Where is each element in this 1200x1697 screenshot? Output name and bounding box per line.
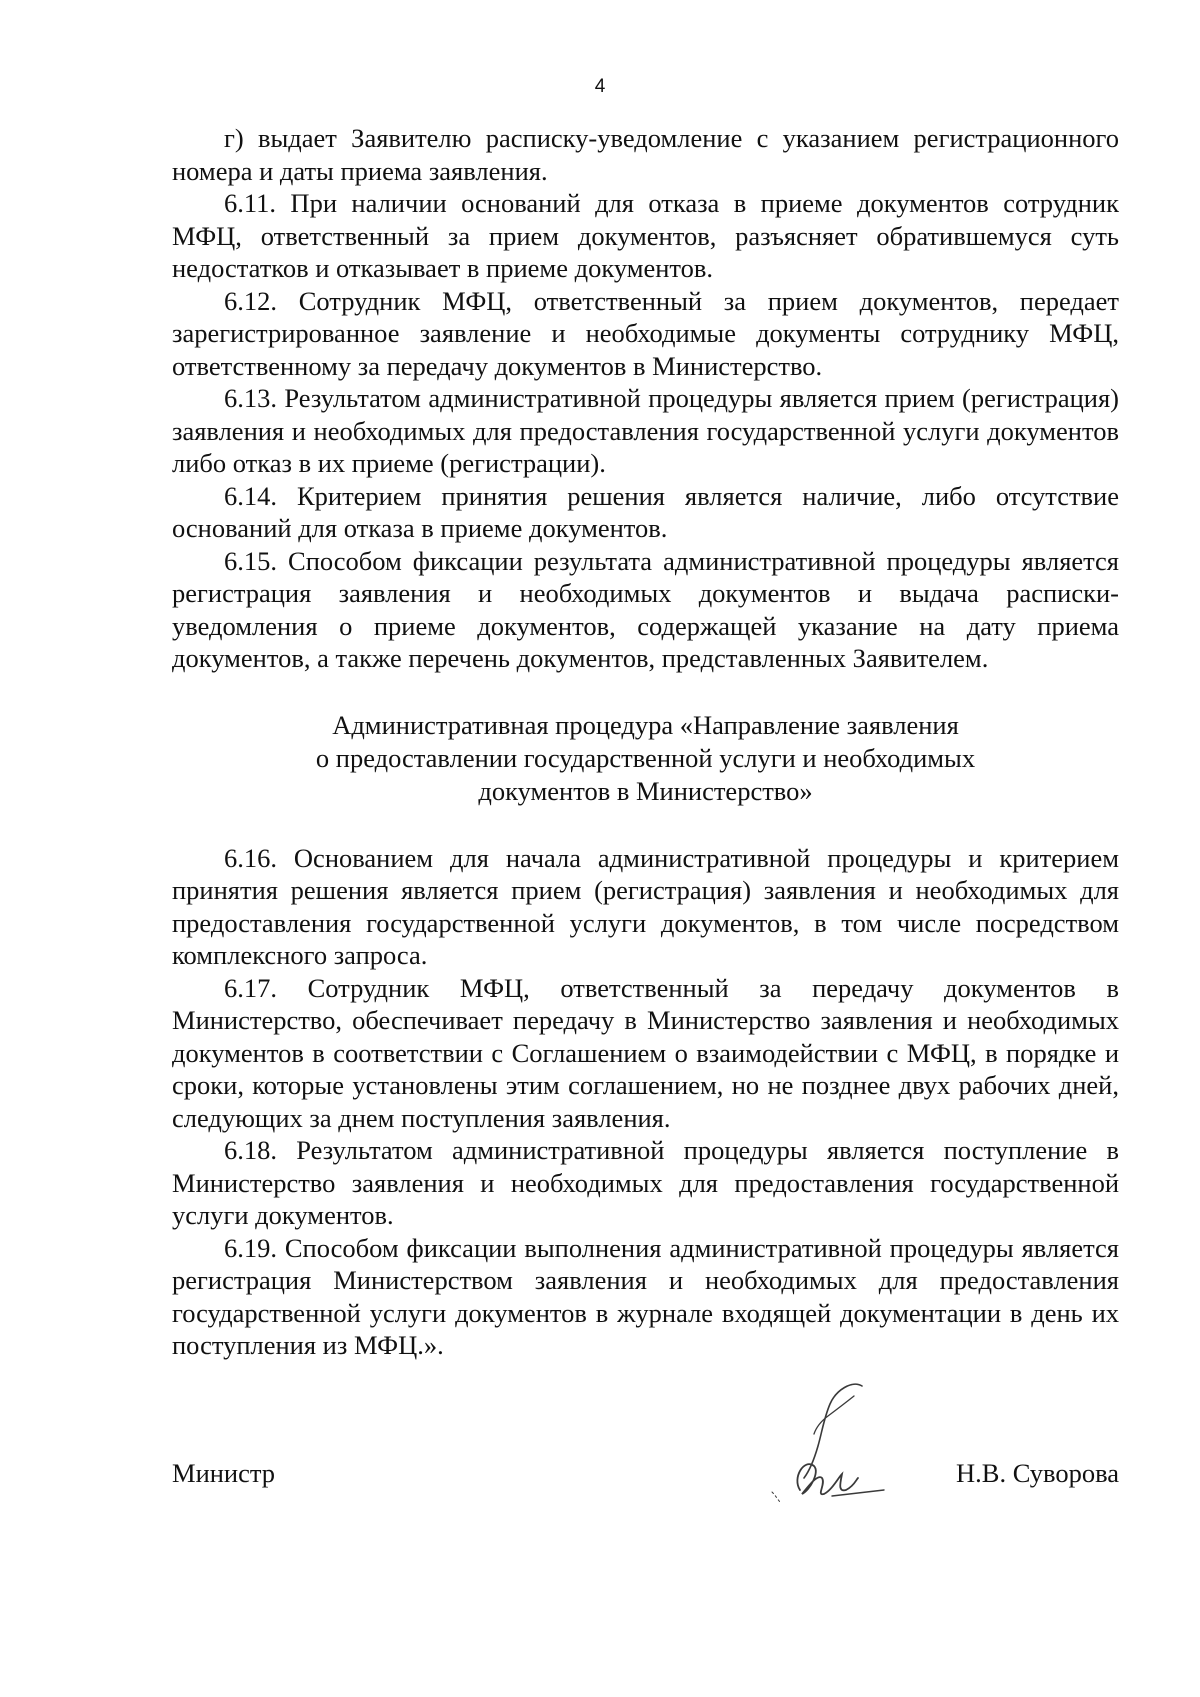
paragraph-6-13: 6.13. Результатом административной процедуры является прием (регистрация) заявления и необходимых для предоставления государственной услуги документов либо отказ в их приеме (регистрации). (172, 383, 1119, 478)
paragraph-6-11: 6.11. При наличии оснований для отказа в приеме документов сотрудник МФЦ, ответственный за прием документов, разъясняет обратившемуся суть недостатков и отказывает в приеме документов. (172, 188, 1119, 283)
handwritten-signature-icon (744, 1374, 924, 1534)
section-heading-line-2: о предоставлении государственной услуги и необходимых (315, 742, 976, 773)
signature-block (172, 1432, 1119, 1592)
paragraph-6-15: 6.15. Способом фиксации результата административной процедуры является регистрация заявления и необходимых документов и выдача расписки-уведомления о приеме документов, содержащей указание на дату приема документов, а также перечень документов, представленных Заявителем. (172, 545, 1119, 673)
signatory-name: Н.В. Суворова (956, 1458, 1119, 1488)
paragraph-6-17: 6.17. Сотрудник МФЦ, ответственный за передачу документов в Министерство, обеспечивает передачу в Министерство заявления и необходимых документов в соответствии с Соглашением о взаимодействии с МФЦ, в порядке и сроки, которые установлены этим соглашением, но не позднее двух рабочих дней, следующих за днем поступления заявления. (172, 972, 1119, 1133)
section-heading-line-3: документов в Министерство» (478, 775, 813, 806)
section-heading-line-1: Административная процедура «Направление заявления (332, 709, 959, 740)
paragraph-item-g: г) выдает Заявителю расписку-уведомление с указанием регистрационного номера и даты приема заявления. (172, 123, 1119, 186)
paragraph-6-16: 6.16. Основанием для начала административной процедуры и критерием принятия решения является прием (регистрация) заявления и необходимых для предоставления государственной услуги документов, в том числе посредством комплексного запроса. (172, 842, 1119, 970)
paragraph-6-18: 6.18. Результатом административной процедуры является поступление в Министерство заявления и необходимых для предоставления государственной услуги документов. (172, 1135, 1119, 1230)
paragraph-6-12: 6.12. Сотрудник МФЦ, ответственный за прием документов, передает зарегистрированное заявление и необходимые документы сотруднику МФЦ, ответственному за передачу документов в Министерство. (172, 285, 1119, 381)
paragraph-6-19: 6.19. Способом фиксации выполнения административной процедуры является регистрация Министерством заявления и необходимых для предоставления государственной услуги документов в журнале входящей документации в день их поступления из МФЦ.». (172, 1232, 1119, 1360)
paragraph-6-14: 6.14. Критерием принятия решения является наличие, либо отсутствие оснований для отказа в приеме документов. (172, 480, 1119, 543)
document-body (172, 122, 1119, 1362)
section-heading (172, 709, 1119, 808)
page-number: 4 (594, 76, 606, 97)
signatory-role: Министр (172, 1458, 276, 1488)
